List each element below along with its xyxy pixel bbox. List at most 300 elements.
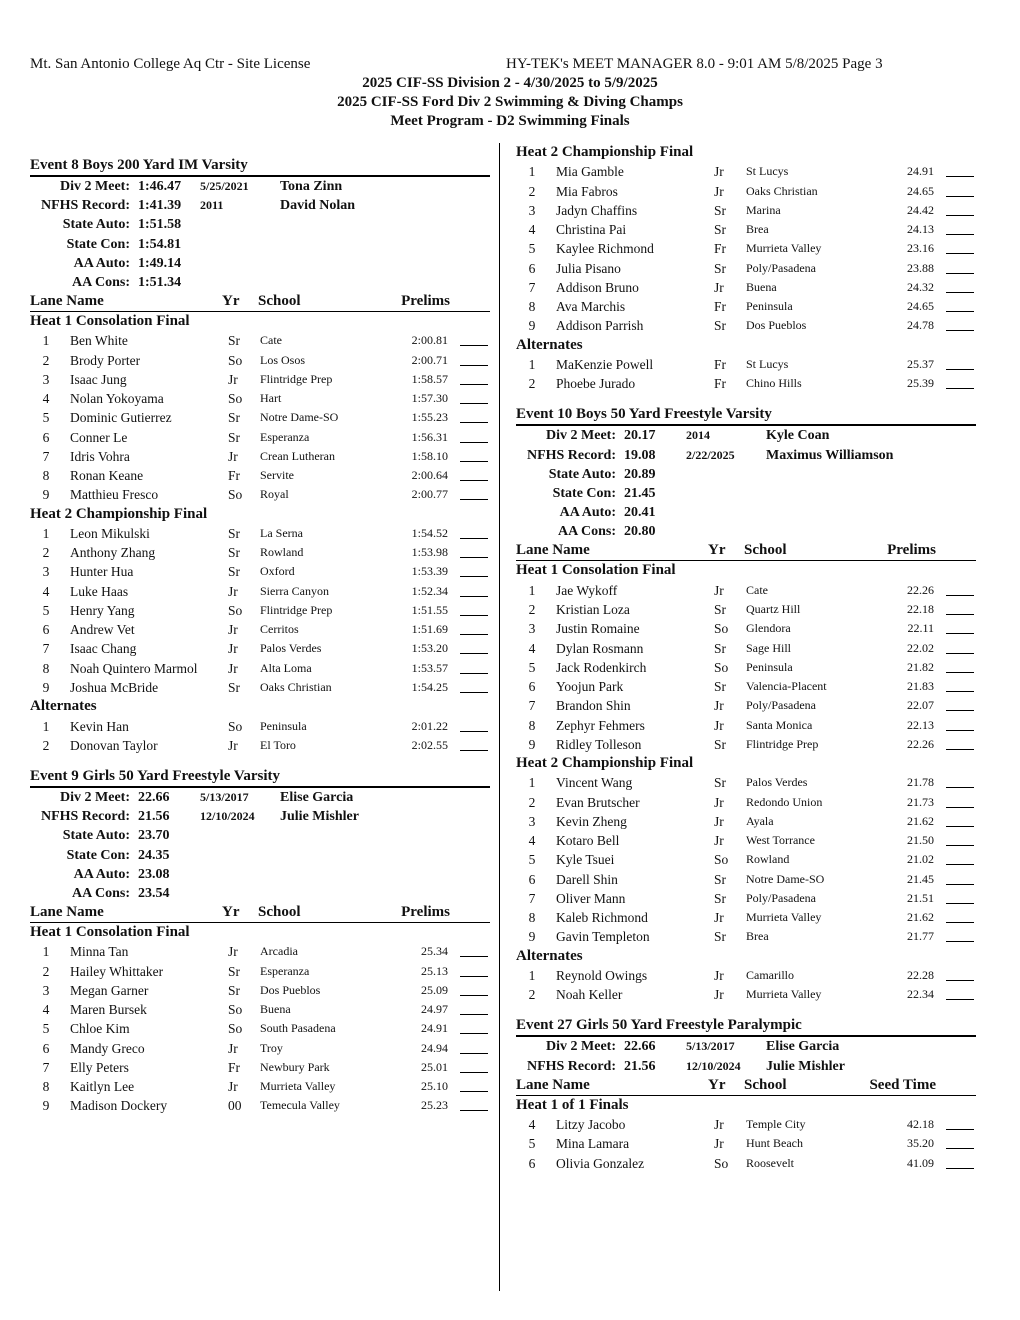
swimmer-school: Santa Monica (746, 717, 813, 732)
entry-time: 24.65 (907, 183, 934, 198)
result-blank-line (946, 280, 974, 293)
swimmer-name: Jae Wykoff (556, 582, 618, 598)
alternates-heading: Alternates (30, 698, 97, 715)
column-header (516, 541, 976, 561)
lane-number: 1 (528, 967, 536, 983)
swimmer-name: Conner Le (70, 429, 128, 445)
record-row (30, 215, 490, 234)
swimmer-year: Fr (228, 468, 241, 484)
swimmer-name: Kevin Zheng (556, 813, 627, 829)
record-date: 2011 (200, 198, 224, 213)
col-school: School (744, 542, 787, 559)
col-school: School (258, 293, 301, 310)
result-blank-line (946, 261, 974, 274)
swimmer-name: Donovan Taylor (70, 737, 158, 753)
record-label: Div 2 Meet: (546, 428, 616, 444)
swimmer-year: So (228, 1002, 243, 1018)
entry-time: 21.50 (907, 833, 934, 848)
swimmer-school: Oxford (260, 564, 295, 579)
record-date: 2/22/2025 (686, 447, 735, 462)
swimmer-name: Christina Pai (556, 222, 627, 238)
record-row (516, 522, 976, 541)
swimmer-name: Maren Bursek (70, 1002, 147, 1018)
entry-row (516, 278, 976, 297)
lane-number: 7 (42, 448, 50, 464)
result-blank-line (946, 660, 974, 673)
result-blank-line (946, 602, 974, 615)
swimmer-year: Sr (714, 640, 727, 656)
record-row (30, 196, 490, 215)
record-value: 22.66 (138, 790, 170, 806)
swimmer-name: Jadyn Chaffins (556, 202, 638, 218)
lane-number: 7 (528, 890, 536, 906)
lane-number: 5 (528, 1136, 536, 1152)
record-row (30, 788, 490, 807)
swimmer-year: Sr (228, 429, 241, 445)
record-row (30, 865, 490, 884)
lane-number: 5 (528, 659, 536, 675)
result-blank-line (460, 487, 488, 500)
swimmer-name: Darell Shin (556, 871, 618, 887)
swimmer-school: Royal (260, 487, 289, 502)
entry-time: 1:51.55 (411, 602, 448, 617)
swimmer-school: Newbury Park (260, 1059, 330, 1074)
swimmer-name: Mandy Greco (70, 1040, 145, 1056)
record-row (516, 446, 976, 465)
record-value: 23.08 (138, 866, 170, 882)
swimmer-year: Sr (714, 222, 727, 238)
swimmer-name: Hunter Hua (70, 564, 134, 580)
result-blank-line (460, 468, 488, 481)
entry-row (516, 793, 976, 812)
lane-number: 8 (528, 910, 536, 926)
entry-time: 1:53.20 (411, 641, 448, 656)
lane-number: 9 (42, 1098, 50, 1114)
result-blank-line (946, 1156, 974, 1169)
lane-number: 5 (42, 410, 50, 426)
swimmer-name: Ben White (70, 333, 128, 349)
swimmer-school: Los Osos (260, 352, 306, 367)
col-time: Prelims (887, 542, 936, 559)
result-blank-line (946, 203, 974, 216)
lane-number: 6 (528, 1155, 536, 1171)
entry-row (30, 524, 490, 543)
entry-time: 41.09 (907, 1155, 934, 1170)
swimmer-year: Jr (228, 622, 238, 638)
record-value: 20.41 (624, 505, 656, 521)
lane-number: 1 (528, 582, 536, 598)
lane-number: 7 (528, 698, 536, 714)
lane-number: 5 (42, 1021, 50, 1037)
record-date: 12/10/2024 (200, 809, 255, 824)
result-blank-line (460, 1079, 488, 1092)
entry-time: 21.83 (907, 679, 934, 694)
lane-number: 8 (42, 1079, 50, 1095)
entry-row (516, 658, 976, 677)
swimmer-school: South Pasadena (260, 1021, 336, 1036)
col-yr: Yr (222, 293, 240, 310)
entry-row (516, 374, 976, 393)
record-value: 20.17 (624, 428, 656, 444)
result-blank-line (460, 1041, 488, 1054)
swimmer-name: Elly Peters (70, 1059, 129, 1075)
site-license: Mt. San Antonio College Aq Ctr - Site License (30, 56, 311, 72)
meet-title-block (30, 74, 990, 131)
swimmer-year: Jr (714, 967, 724, 983)
entry-time: 1:58.10 (411, 448, 448, 463)
swimmer-school: Poly/Pasadena (746, 698, 816, 713)
swimmer-year: Sr (228, 545, 241, 561)
lane-number: 6 (528, 871, 536, 887)
swimmer-name: Isaac Jung (70, 371, 127, 387)
swimmer-school: Alta Loma (260, 660, 312, 675)
swimmer-school: Flintridge Prep (260, 371, 333, 386)
entry-time: 2:02.55 (411, 737, 448, 752)
record-row (30, 846, 490, 865)
entry-time: 24.78 (907, 318, 934, 333)
record-label: Div 2 Meet: (60, 179, 130, 194)
entry-time: 22.07 (907, 698, 934, 713)
swimmer-school: St Lucys (746, 164, 789, 179)
entry-row (30, 389, 490, 408)
lane-number: 2 (528, 376, 536, 392)
entry-row (30, 736, 490, 755)
swimmer-school: Notre Dame-SO (260, 410, 339, 425)
entry-row (516, 619, 976, 638)
swimmer-school: Sierra Canyon (260, 583, 329, 598)
swimmer-name: Matthieu Fresco (70, 487, 159, 503)
record-date: 5/25/2021 (200, 179, 249, 193)
swimmer-year: Sr (714, 318, 727, 334)
result-blank-line (460, 391, 488, 404)
entry-row (30, 428, 490, 447)
lane-number: 2 (42, 352, 50, 368)
swimmer-name: Reynold Owings (556, 967, 648, 983)
swimmer-name: Idris Vohra (70, 448, 130, 464)
swimmer-name: Litzy Jacobo (556, 1117, 626, 1133)
col-lane-name: Lane Name (516, 1076, 590, 1093)
entry-time: 21.45 (907, 871, 934, 886)
heat-title: Heat 1 Consolation Final (30, 313, 190, 330)
entry-row (30, 678, 490, 697)
swimmer-year: Jr (714, 813, 724, 829)
record-value: 1:46.47 (138, 179, 182, 194)
swimmer-school: Rowland (260, 545, 304, 560)
col-lane-name: Lane Name (30, 293, 104, 310)
entry-time: 25.39 (907, 376, 934, 391)
column-divider (499, 143, 500, 1291)
swimmer-name: Minna Tan (70, 944, 129, 960)
swimmer-school: Temple City (746, 1117, 806, 1132)
entry-time: 24.32 (907, 279, 934, 294)
swimmer-school: Palos Verdes (746, 775, 808, 790)
entry-row (30, 543, 490, 562)
col-yr: Yr (708, 542, 726, 559)
col-time: Seed Time (869, 1076, 936, 1093)
lane-number: 3 (42, 982, 50, 998)
lane-number: 1 (528, 164, 536, 180)
entry-time: 21.62 (907, 910, 934, 925)
record-value: 21.56 (624, 1058, 656, 1074)
event-title: Event 9 Girls 50 Yard Freestyle Varsity (30, 767, 490, 788)
swimmer-name: Kyle Tsuei (556, 852, 615, 868)
swimmer-school: St Lucys (746, 356, 789, 371)
entry-time: 42.18 (907, 1117, 934, 1132)
swimmer-year: Sr (228, 679, 241, 695)
result-blank-line (946, 814, 974, 827)
entry-row (30, 466, 490, 485)
heat-title: Heat 1 Consolation Final (30, 924, 190, 941)
entry-row (516, 355, 976, 374)
entry-time: 21.73 (907, 794, 934, 809)
lane-number: 6 (42, 1040, 50, 1056)
result-blank-line (460, 372, 488, 385)
swimmer-year: So (714, 1155, 729, 1171)
col-time: Prelims (401, 904, 450, 921)
lane-number: 5 (528, 241, 536, 257)
entry-row (30, 582, 490, 601)
record-label: State Con: (552, 485, 616, 501)
entry-row (30, 485, 490, 504)
swimmer-year: Sr (714, 679, 727, 695)
event-title: Event 10 Boys 50 Yard Freestyle Varsity (516, 405, 976, 426)
swimmer-year: Jr (714, 717, 724, 733)
entry-row (516, 316, 976, 335)
swimmer-year: Jr (228, 1079, 238, 1095)
swimmer-year: So (714, 659, 729, 675)
swimmer-school: Poly/Pasadena (746, 890, 816, 905)
swimmer-school: Esperanza (260, 429, 310, 444)
swimmer-name: Luke Haas (70, 583, 129, 599)
swimmer-name: Justin Romaine (556, 621, 640, 637)
record-row (30, 826, 490, 845)
software-info: HY-TEK's MEET MANAGER 8.0 - 9:01 AM 5/8/2025 Page 3 (506, 56, 883, 72)
result-blank-line (946, 775, 974, 788)
record-row (30, 177, 490, 196)
entry-row (516, 831, 976, 850)
result-blank-line (946, 583, 974, 596)
entry-time: 24.65 (907, 299, 934, 314)
entry-time: 2:01.22 (411, 718, 448, 733)
swimmer-year: Jr (228, 641, 238, 657)
entry-row (30, 351, 490, 370)
swimmer-year: Sr (714, 775, 727, 791)
lane-number: 1 (42, 944, 50, 960)
swimmer-name: Ronan Keane (70, 468, 144, 484)
swimmer-year: Sr (714, 736, 727, 752)
swimmer-year: Jr (228, 1040, 238, 1056)
record-row (30, 235, 490, 254)
result-blank-line (946, 357, 974, 370)
entry-time: 24.91 (421, 1021, 448, 1036)
swimmer-school: Valencia-Placent (746, 679, 827, 694)
entry-row (30, 1058, 490, 1077)
swimmer-school: Murrieta Valley (260, 1079, 336, 1094)
result-blank-line (460, 680, 488, 693)
swimmer-name: Ridley Tolleson (556, 736, 642, 752)
swimmer-year: So (228, 487, 243, 503)
result-blank-line (946, 910, 974, 923)
swimmer-school: Murrieta Valley (746, 987, 822, 1002)
lane-number: 8 (528, 299, 536, 315)
lane-number: 4 (42, 391, 50, 407)
result-blank-line (460, 410, 488, 423)
lane-number: 8 (42, 660, 50, 676)
event-title: Event 27 Girls 50 Yard Freestyle Paralympic (516, 1016, 976, 1037)
swimmer-year: So (228, 391, 243, 407)
swimmer-school: La Serna (260, 525, 303, 540)
col-lane-name: Lane Name (30, 904, 104, 921)
swimmer-name: Kristian Loza (556, 602, 630, 618)
entry-row (30, 370, 490, 389)
swimmer-year: Jr (228, 660, 238, 676)
swimmer-name: MaKenzie Powell (556, 356, 654, 372)
entry-row (30, 1000, 490, 1019)
swimmer-name: Henry Yang (70, 602, 135, 618)
record-label: NFHS Record: (40, 198, 130, 214)
swimmer-year: So (714, 852, 729, 868)
swimmer-school: West Torrance (746, 833, 815, 848)
lane-number: 4 (528, 1117, 536, 1133)
result-blank-line (460, 353, 488, 366)
lane-number: 3 (42, 371, 50, 387)
swimmer-year: So (228, 602, 243, 618)
entry-row (516, 716, 976, 735)
record-value: 23.54 (138, 885, 170, 901)
lane-number: 5 (42, 602, 50, 618)
result-blank-line (946, 184, 974, 197)
entry-time: 2:00.64 (411, 468, 448, 483)
swimmer-year: So (714, 621, 729, 637)
entry-row (516, 581, 976, 600)
swimmer-school: Palos Verdes (260, 641, 322, 656)
swimmer-name: Phoebe Jurado (556, 376, 636, 392)
record-label: NFHS Record: (526, 1058, 616, 1074)
swimmer-name: Dylan Rosmann (556, 640, 644, 656)
result-blank-line (460, 603, 488, 616)
swimmer-school: Hunt Beach (746, 1136, 803, 1151)
lane-number: 9 (528, 318, 536, 334)
lane-number: 9 (42, 679, 50, 695)
swimmer-name: Mia Fabros (556, 183, 618, 199)
entry-time: 22.28 (907, 967, 934, 982)
result-blank-line (946, 795, 974, 808)
swimmer-school: Peninsula (746, 299, 793, 314)
swimmer-school: Notre Dame-SO (746, 871, 825, 886)
col-yr: Yr (222, 904, 240, 921)
swimmer-school: Hart (260, 391, 282, 406)
result-blank-line (460, 1060, 488, 1073)
swimmer-name: Mia Gamble (556, 164, 624, 180)
result-blank-line (460, 622, 488, 635)
swimmer-name: Noah Keller (556, 987, 623, 1003)
entry-row (516, 773, 976, 792)
event-title: Event 8 Boys 200 Yard IM Varsity (30, 156, 490, 177)
heat-title: Heat 1 Consolation Final (516, 562, 676, 579)
swimmer-year: Sr (228, 963, 241, 979)
record-date: 12/10/2024 (686, 1058, 741, 1073)
entry-time: 25.34 (421, 944, 448, 959)
record-value: 1:41.39 (138, 198, 182, 214)
result-blank-line (946, 679, 974, 692)
entry-time: 25.01 (421, 1059, 448, 1074)
entry-time: 25.09 (421, 982, 448, 997)
record-row (30, 884, 490, 903)
swimmer-name: Addison Bruno (556, 279, 639, 295)
entry-row (30, 981, 490, 1000)
record-label: State Auto: (62, 217, 130, 233)
lane-number: 6 (42, 622, 50, 638)
lane-number: 7 (42, 641, 50, 657)
entry-row (516, 1115, 976, 1134)
entry-time: 1:52.34 (411, 583, 448, 598)
swimmer-name: Julia Pisano (556, 260, 621, 276)
swimmer-school: Murrieta Valley (746, 241, 822, 256)
entry-row (516, 639, 976, 658)
swimmer-year: Fr (714, 299, 727, 315)
swimmer-school: Brea (746, 929, 769, 944)
entry-row (516, 677, 976, 696)
col-school: School (744, 1076, 787, 1093)
swimmer-school: Camarillo (746, 967, 794, 982)
swimmer-school: Buena (746, 279, 777, 294)
lane-number: 4 (42, 1002, 50, 1018)
swimmer-year: Jr (714, 164, 724, 180)
entry-time: 25.23 (421, 1098, 448, 1113)
lane-number: 4 (528, 640, 536, 656)
swimmer-name: Oliver Mann (556, 890, 626, 906)
entry-time: 1:54.52 (411, 525, 448, 540)
lane-number: 2 (528, 183, 536, 199)
swimmer-name: Kaitlyn Lee (70, 1079, 135, 1095)
entry-time: 22.26 (907, 582, 934, 597)
entry-time: 21.02 (907, 852, 934, 867)
result-blank-line (946, 299, 974, 312)
swimmer-name: Joshua McBride (70, 679, 159, 695)
entry-time: 1:53.98 (411, 545, 448, 560)
entry-row (516, 889, 976, 908)
result-blank-line (946, 621, 974, 634)
record-row (30, 807, 490, 826)
swimmer-school: Glendora (746, 621, 791, 636)
swimmer-school: Oaks Christian (746, 183, 818, 198)
record-row (516, 1057, 976, 1076)
swimmer-year: So (228, 352, 243, 368)
entry-row (516, 297, 976, 316)
entry-row (516, 259, 976, 278)
entry-row (30, 408, 490, 427)
entry-row (30, 447, 490, 466)
result-blank-line (460, 449, 488, 462)
result-blank-line (946, 891, 974, 904)
record-date: 5/13/2017 (200, 790, 249, 805)
right-column (516, 143, 976, 1173)
swimmer-name: Anthony Zhang (70, 545, 156, 561)
result-blank-line (946, 968, 974, 981)
meet-subtitle: 2025 CIF-SS Ford Div 2 Swimming & Diving Champs (337, 94, 683, 110)
swimmer-year: Jr (714, 833, 724, 849)
swimmer-name: Kotaro Bell (556, 833, 620, 849)
entry-row (30, 639, 490, 658)
entry-row (516, 985, 976, 1004)
alternates-heading: Alternates (516, 947, 583, 964)
record-value: 1:54.81 (138, 236, 182, 252)
record-label: AA Auto: (73, 255, 130, 271)
result-blank-line (946, 164, 974, 177)
swimmer-school: Flintridge Prep (746, 736, 819, 751)
record-row (516, 503, 976, 522)
swimmer-school: Cerritos (260, 622, 299, 637)
